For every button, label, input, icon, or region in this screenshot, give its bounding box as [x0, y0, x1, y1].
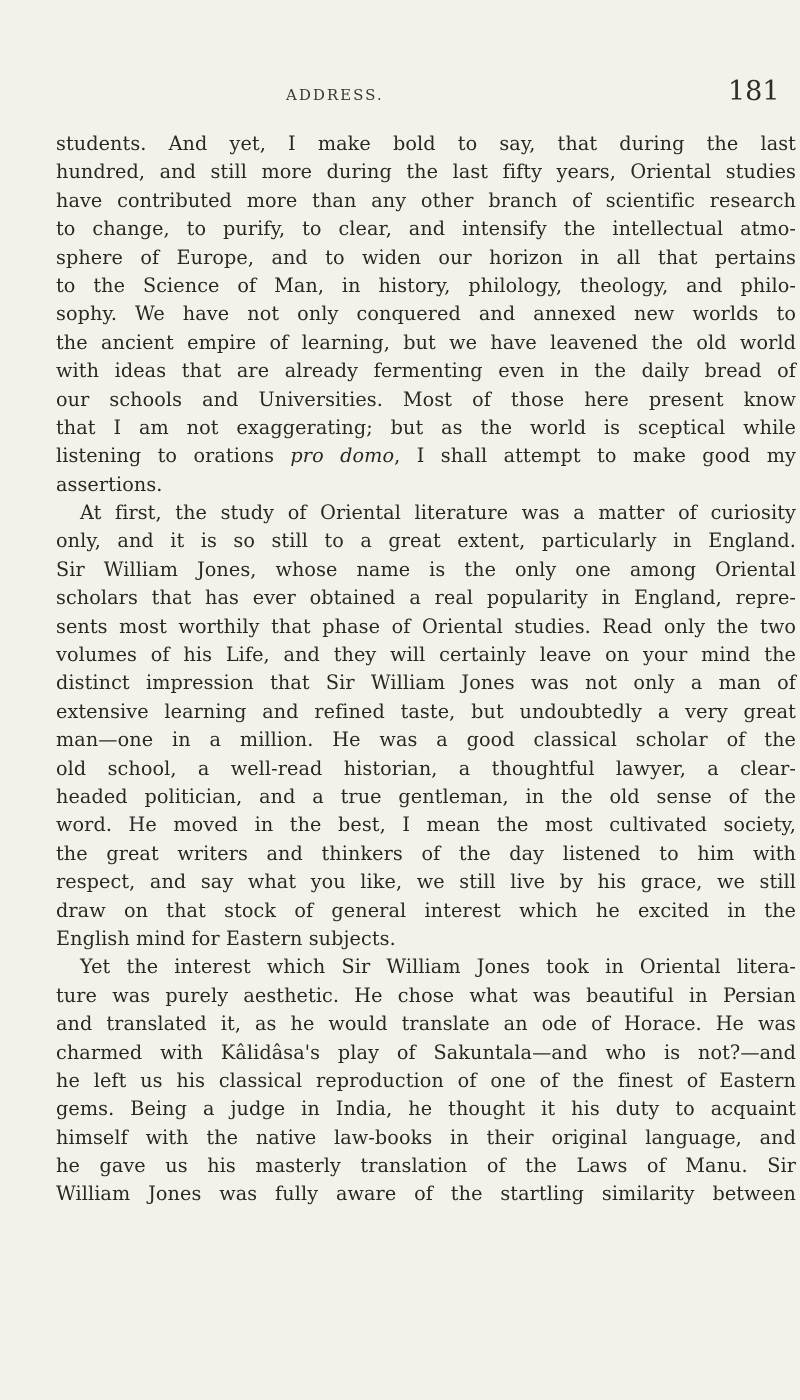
text-line: William Jones was fully aware of the startling similarity between: [56, 1182, 796, 1206]
page-number: 181: [728, 76, 780, 107]
paragraph-start: At first, the study of Oriental literature was a matter of curiosity: [80, 501, 796, 525]
text-line: draw on that stock of general interest which he excited in the: [56, 898, 796, 922]
text-segment: listening to orations: [56, 444, 291, 468]
text-line: sents most worthily that phase of Oriental studies. Read only the two: [56, 614, 796, 638]
text-line: distinct impression that Sir William Jones was not only a man of: [56, 671, 796, 695]
text-line: man—one in a million. He was a good classical scholar of the: [56, 728, 796, 752]
text-line: hundred, and still more during the last fifty years, Oriental studies: [56, 160, 796, 184]
text-line: to the Science of Man, in history, philology, theology, and philo-: [56, 273, 796, 297]
text-line: sophy. We have not only conquered and annexed new worlds to: [56, 302, 796, 326]
text-line: Sir William Jones, whose name is the only one among Oriental: [56, 557, 796, 581]
text-line: students. And yet, I make bold to say, that during the last: [56, 132, 796, 155]
text-line: extensive learning and refined taste, but undoubtedly a very great: [56, 699, 796, 723]
body-text: [56, 130, 796, 1209]
text-line: that I am not exaggerating; but as the world is sceptical while: [56, 415, 796, 439]
text-line: have contributed more than any other branch of scientific research: [56, 188, 796, 212]
text-line: headed politician, and a true gentleman, in the old sense of the: [56, 784, 796, 808]
text-line: and translated it, as he would translate an ode of Horace. He was: [56, 1012, 796, 1036]
text-line: the great writers and thinkers of the day listened to him with: [56, 841, 796, 865]
text-line: word. He moved in the best, I mean the most cultivated society,: [56, 813, 796, 837]
text-line: to change, to purify, to clear, and intensify the intellectual atmo-: [56, 217, 796, 241]
text-line: scholars that has ever obtained a real popularity in England, repre-: [56, 586, 796, 610]
text-line: our schools and Universities. Most of those here present know: [56, 387, 796, 411]
text-line: volumes of his Life, and they will certainly leave on your mind the: [56, 643, 796, 667]
text-line: ture was purely aesthetic. He chose what was beautiful in Persian: [56, 983, 796, 1007]
text-segment: , I shall attempt to make good my: [394, 444, 796, 468]
running-title: ADDRESS.: [286, 86, 384, 104]
text-line: sphere of Europe, and to widen our horizon in all that pertains: [56, 245, 796, 269]
text-line: he left us his classical reproduction of one of the finest of Eastern: [56, 1068, 796, 1092]
text-line: only, and it is so still to a great extent, particularly in England.: [56, 529, 796, 553]
text-line: old school, a well-read historian, a thoughtful lawyer, a clear-: [56, 756, 796, 780]
text-line: he gave us his masterly translation of the Laws of Manu. Sir: [56, 1154, 796, 1178]
text-line-with-italic: [56, 442, 796, 470]
text-line: charmed with Kâlidâsa's play of Sakuntala—and who is not?—and: [56, 1040, 796, 1064]
text-line: assertions.: [56, 472, 163, 496]
text-line: English mind for Eastern subjects.: [56, 926, 396, 950]
italic-phrase: pro domo: [290, 444, 395, 468]
running-head: [0, 76, 800, 116]
text-line: with ideas that are already fermenting even in the daily bread of: [56, 359, 796, 383]
text-line: respect, and say what you like, we still live by his grace, we still: [56, 870, 796, 894]
text-line: himself with the native law-books in their original language, and: [56, 1125, 796, 1149]
text-line: gems. Being a judge in India, he thought it his duty to acquaint: [56, 1097, 796, 1121]
paragraph-start: Yet the interest which Sir William Jones took in Oriental litera-: [80, 955, 796, 979]
text-line: the ancient empire of learning, but we have leavened the old world: [56, 330, 796, 354]
